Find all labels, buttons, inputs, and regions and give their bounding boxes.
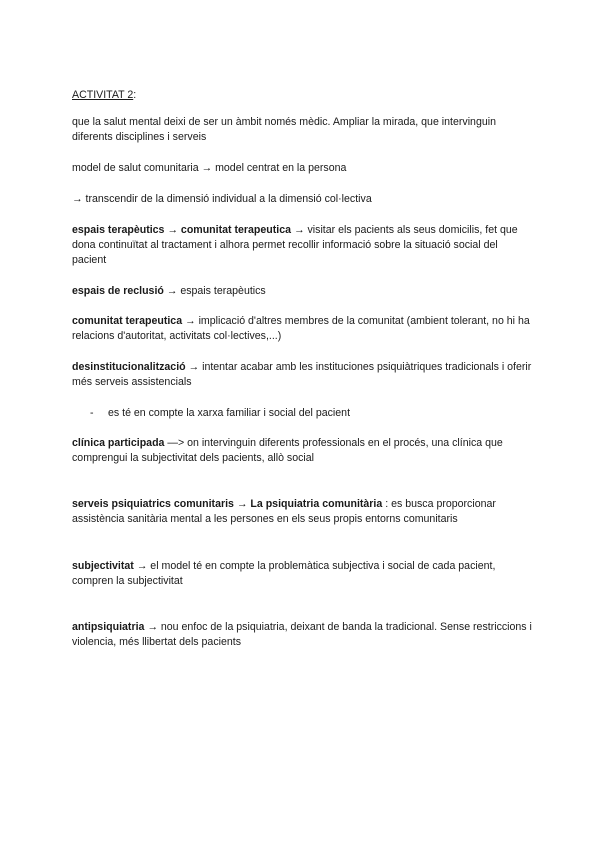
- text-serveis-psiquiatrics: : es busca proporcionar assistència sanitària mental a les persones en els seus propis entorns comunitaris: [72, 498, 496, 525]
- term-subjectivitat: subjectivitat: [72, 560, 134, 572]
- paragraph-intro: que la salut mental deixi de ser un àmbit només mèdic. Ampliar la mirada, que intervinguin diferents disciplines i serveis: [72, 116, 496, 143]
- term-desinstitucionalitzacio: desinstitucionalització: [72, 361, 186, 373]
- paragraph-model: model de salut comunitaria → model centrat en la persona: [72, 162, 347, 174]
- term-clinica-participada: clínica participada: [72, 437, 165, 449]
- term-espais-reclusio: espais de reclusió: [72, 285, 164, 297]
- paragraph-serveis-psiquiatrics: [72, 497, 532, 527]
- list-item: [90, 406, 530, 421]
- term-serveis-psiquiatrics: serveis psiquiatrics comunitaris → La psiquiatria comunitària: [72, 498, 383, 510]
- paragraph-clinica-participada: [72, 436, 532, 466]
- term-espais-terapeutics: espais terapèutics → comunitat terapeutica: [72, 224, 292, 236]
- text-clinica-participada: —> on intervinguin diferents professionals en el procés, una clínica que comprengui la subjectivitat dels pacients, allò social: [72, 437, 503, 464]
- bullet-text: es té en compte la xarxa familiar i social del pacient: [108, 407, 351, 419]
- text-espais-terapeutics: → visitar els pacients als seus domicilis, fet que dona continuïtat al tractament i alhora permet recollir informació sobre la situació social del pacient: [72, 224, 518, 266]
- page-heading: [72, 88, 532, 103]
- bullet-dash: -: [90, 407, 94, 419]
- heading-title: ACTIVITAT 2: [72, 89, 134, 101]
- paragraph-espais-reclusio: [72, 284, 532, 299]
- text-desinstitucionalitzacio: → intentar acabar amb les instituciones psiquiàtriques tradicionals i oferir més serveis assistencials: [72, 361, 532, 388]
- term-antipsiquiatria: antipsiquiatria: [72, 621, 145, 633]
- paragraph-desinstitucionalitzacio: [72, 360, 532, 390]
- text-subjectivitat: → el model té en compte la problemàtica subjectiva i social de cada pacient, compren la subjectivitat: [72, 560, 496, 587]
- heading-suffix: :: [133, 89, 137, 101]
- text-comunitat-terapeutica: → implicació d'altres membres de la comunitat (ambient tolerant, no hi ha relacions d'autoritat, activitats col·lectives,...): [72, 315, 530, 342]
- paragraph-antipsiquiatria: [72, 620, 532, 650]
- paragraph-transcendir: → transcendir de la dimensió individual a la dimensió col·lectiva: [72, 193, 372, 205]
- paragraph-comunitat-terapeutica: [72, 314, 532, 344]
- text-espais-reclusio: → espais terapèutics: [163, 285, 266, 297]
- term-comunitat-terapeutica: comunitat terapeutica: [72, 315, 183, 327]
- paragraph-subjectivitat: [72, 559, 532, 589]
- text-antipsiquiatria: → nou enfoc de la psiquiatria, deixant de banda la tradicional. Sense restriccions i violencia, més llibertat dels pacients: [72, 621, 532, 648]
- paragraph-espais-terapeutics: [72, 223, 532, 268]
